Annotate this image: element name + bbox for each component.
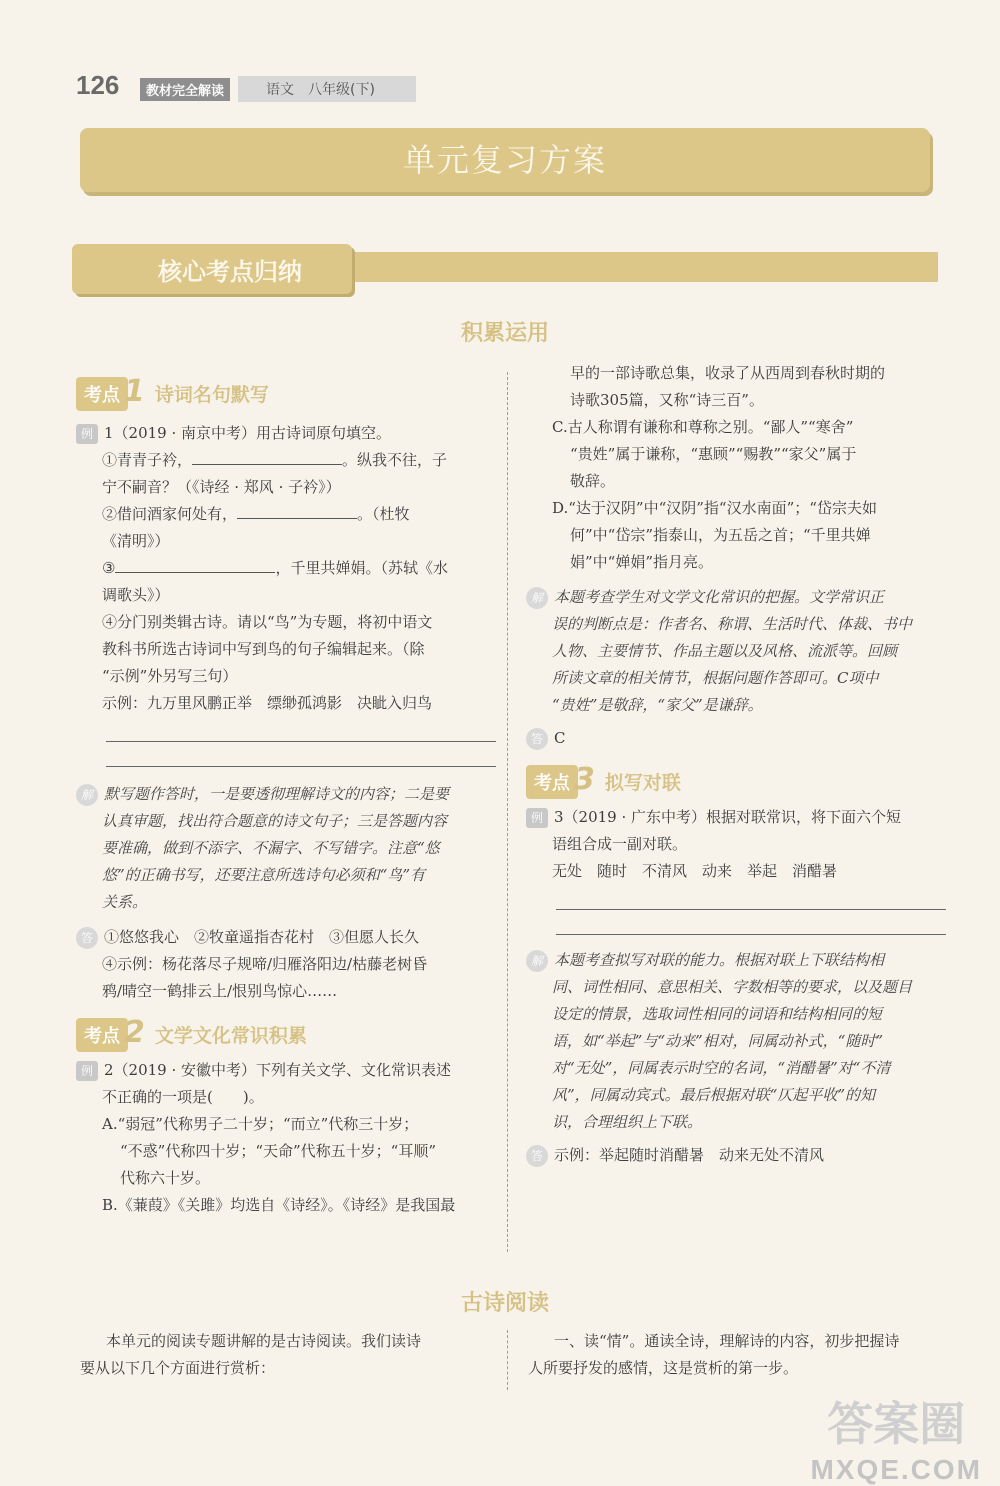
answer-blank: [237, 518, 357, 519]
reading-intro-left: [80, 1328, 500, 1382]
column-divider: [507, 1330, 508, 1390]
kaodian-title: 诗词名句默写: [154, 384, 269, 406]
answer-line: [556, 910, 946, 935]
watermark-logo: [810, 1388, 982, 1486]
analysis-line: 悠”的正确书写，还要注意所选诗句必须和“鸟”有: [102, 866, 426, 884]
analysis-line: 误的判断点是：作者名、称谓、生活时代、体裁、书中: [552, 615, 913, 633]
option-b-cont: 早的一部诗歌总集，收录了从西周到春秋时期的: [570, 364, 886, 382]
ex1-q2-cont: 。（杜牧: [357, 505, 410, 523]
watermark-url: MXQE.COM: [810, 1454, 982, 1485]
ex1-answer: [76, 924, 496, 1005]
kaodian-title: 拟写对联: [604, 772, 681, 794]
option-c-cont: “贵姓”属于谦称，“惠顾”“赐教”“家父”属于: [570, 445, 857, 463]
answer-line: 鸦/晴空一鹤排云上/恨别鸟惊心……: [102, 982, 338, 1000]
analysis-line: 本题考查学生对文学文化常识的把握。文学常识正: [554, 588, 885, 606]
ex1-q4-line: ④分门别类辑古诗。请以“鸟”为专题，将初中语文: [102, 613, 433, 631]
example-3: [526, 804, 946, 935]
reading-line: 人所要抒发的感情，这是赏析的第一步。: [528, 1359, 799, 1377]
ex1-analysis: [76, 781, 496, 916]
example-1: [76, 420, 496, 767]
kaodian-tag: 考点: [76, 1018, 128, 1052]
kaodian-tag: 考点: [526, 765, 578, 799]
reading-intro-right: [528, 1328, 948, 1382]
ex1-q3-source: 调歌头》）: [102, 586, 170, 604]
answer-icon: 答: [76, 927, 98, 949]
option-c-cont: 敬辞。: [570, 472, 616, 490]
answer-line: [556, 885, 946, 910]
ex2-stem-cont: 不正确的一项是( )。: [102, 1088, 264, 1106]
answer-line: [106, 717, 496, 742]
analysis-line: 对“无处”，同属表示时空的名词，“消醋暑”对“不清: [552, 1059, 891, 1077]
option-a-cont: “不惑”代称四十岁；“天命”代称五十岁；“耳顺”: [120, 1142, 437, 1160]
unit-review-banner: 单元复习方案: [80, 128, 930, 192]
ex1-q1-cont: 。纵我不往，子: [342, 451, 448, 469]
ex2-analysis: [526, 584, 946, 719]
core-points-header: [72, 244, 938, 296]
section-title-poetry: 古诗阅读: [460, 1291, 549, 1316]
kaodian-2-header: [76, 1015, 496, 1049]
answer-blank: [192, 464, 342, 465]
ex1-q1: ①青青子衿，: [102, 451, 193, 469]
kaodian-number: 3: [574, 762, 595, 797]
right-column: [526, 360, 946, 1169]
analysis-icon: 解: [526, 950, 548, 972]
option-d-cont: 娟”中“婵娟”指月亮。: [570, 553, 714, 571]
kaodian-tag: 考点: [76, 377, 128, 411]
option-b-cont: 诗歌305篇，又称“诗三百”。: [570, 391, 764, 409]
answer-icon: 答: [526, 728, 548, 750]
kaodian-1-header: [76, 374, 496, 408]
example-icon: 例: [76, 1061, 98, 1081]
analysis-line: 设定的情景，选取词性相同的词语和结构相同的短: [552, 1005, 883, 1023]
analysis-line: 语，如“举起”与“动来”相对，同属动补式，“随时”: [552, 1032, 884, 1050]
answer-line: ④示例：杨花落尽子规啼/归雁洛阳边/枯藤老树昏: [102, 955, 428, 973]
ex1-q4-line: “示例”外另写三句）: [102, 667, 238, 685]
core-title: 核心考点归纳: [158, 258, 302, 286]
ex1-stem: 1（2019 · 南京中考）用古诗词原句填空。: [104, 424, 392, 442]
analysis-line: 识，合理组织上下联。: [552, 1113, 703, 1131]
answer-text: C: [554, 729, 566, 747]
ex2-answer: [526, 725, 946, 752]
option-d-cont: 何”中“岱宗”指泰山，为五岳之首；“千里共婵: [570, 526, 871, 544]
answer-text: 示例：举起随时消醋暑 动来无处不清风: [554, 1146, 825, 1164]
ex1-q1-source: 宁不嗣音？（《诗经 · 郑风 · 子衿》）: [102, 478, 341, 496]
answer-icon: 答: [526, 1145, 548, 1167]
answer-blank: [115, 572, 275, 573]
kaodian-3-header: [526, 762, 946, 796]
reading-line: 要从以下几个方面进行赏析：: [80, 1359, 276, 1377]
analysis-line: 风”，同属动宾式。最后根据对联“仄起平收”的知: [552, 1086, 876, 1104]
ex2-stem: 2（2019 · 安徽中考）下列有关文学、文化常识表述: [104, 1061, 452, 1079]
analysis-icon: 解: [76, 784, 98, 806]
kaodian-number: 2: [124, 1015, 145, 1050]
answer-line: [106, 742, 496, 767]
analysis-line: 人物、主要情节、作品主题以及风格、流派等。回顾: [552, 642, 898, 660]
analysis-line: 要准确，做到不添字、不漏字、不写错字。注意“悠: [102, 839, 440, 857]
example-icon: 例: [76, 424, 98, 444]
option-a: A.“弱冠”代称男子二十岁；“而立”代称三十岁；: [102, 1115, 419, 1133]
left-column: [76, 374, 496, 1219]
section-title-accumulation: 积累运用: [460, 321, 549, 346]
kaodian-title: 文学文化常识积累: [154, 1025, 307, 1047]
analysis-line: 所读文章的相关情节，根据问题作答即可。C项中: [552, 669, 879, 687]
example-2: [76, 1057, 496, 1219]
book-name: 教材完全解读: [140, 78, 230, 101]
ex1-sample: 示例：九万里风鹏正举 缥缈孤鸿影 决眦入归鸟: [102, 694, 433, 712]
analysis-line: 认真审题，找出符合题意的诗文句子；三是答题内容: [102, 812, 448, 830]
example-icon: 例: [526, 808, 548, 828]
reading-line: 本单元的阅读专题讲解的是古诗阅读。我们读诗: [106, 1332, 422, 1350]
ex3-stem: 3（2019 · 广东中考）根据对联常识，将下面六个短: [554, 808, 902, 826]
ex1-q3: ③: [102, 559, 116, 577]
example-2-cont: [526, 360, 946, 576]
ex1-q2: ②借问酒家何处有，: [102, 505, 238, 523]
reading-line: 一、读“情”。通读全诗，理解诗的内容，初步把握诗: [554, 1332, 900, 1350]
column-divider: [507, 372, 508, 1252]
analysis-line: 同、词性相同、意思相关、字数相等的要求，以及题目: [552, 978, 913, 996]
option-b: B.《蒹葭》《关雎》均选自《诗经》。《诗经》是我国最: [102, 1196, 456, 1214]
analysis-line: 默写题作答时，一是要透彻理解诗文的内容；二是要: [104, 785, 450, 803]
option-d: D.“达于汉阴”中“汉阴”指“汉水南面”；“岱宗夫如: [552, 499, 877, 517]
ex3-analysis: [526, 947, 946, 1136]
analysis-line: 关系。: [102, 893, 148, 911]
ex3-words: 无处 随时 不清风 动来 举起 消醋暑: [552, 862, 838, 880]
option-c: C.古人称谓有谦称和尊称之别。“鄙人”“寒舍”: [552, 418, 854, 436]
ex3-answer: [526, 1142, 946, 1169]
ex1-q3-cont: ，千里共婵娟。（苏轼《水: [275, 559, 448, 577]
subject-label: 语文 八年级(下): [238, 76, 416, 102]
option-a-cont: 代称六十岁。: [120, 1169, 211, 1187]
analysis-icon: 解: [526, 587, 548, 609]
analysis-line: 本题考查拟写对联的能力。根据对联上下联结构相: [554, 951, 885, 969]
ex1-q4-line: 教科书所选古诗词中写到鸟的句子编辑起来。（除: [102, 640, 425, 658]
watermark-text: 答案圈: [827, 1398, 966, 1450]
ex1-q2-source: 《清明》）: [102, 532, 170, 550]
ex3-stem-cont: 语组合成一副对联。: [552, 835, 688, 853]
kaodian-number: 1: [124, 374, 145, 409]
analysis-line: “贵姓”是敬辞，“家父”是谦辞。: [552, 696, 763, 714]
answer-line: ①悠悠我心 ②牧童遥指杏花村 ③但愿人长久: [104, 928, 420, 946]
page-number: 126: [76, 70, 120, 100]
